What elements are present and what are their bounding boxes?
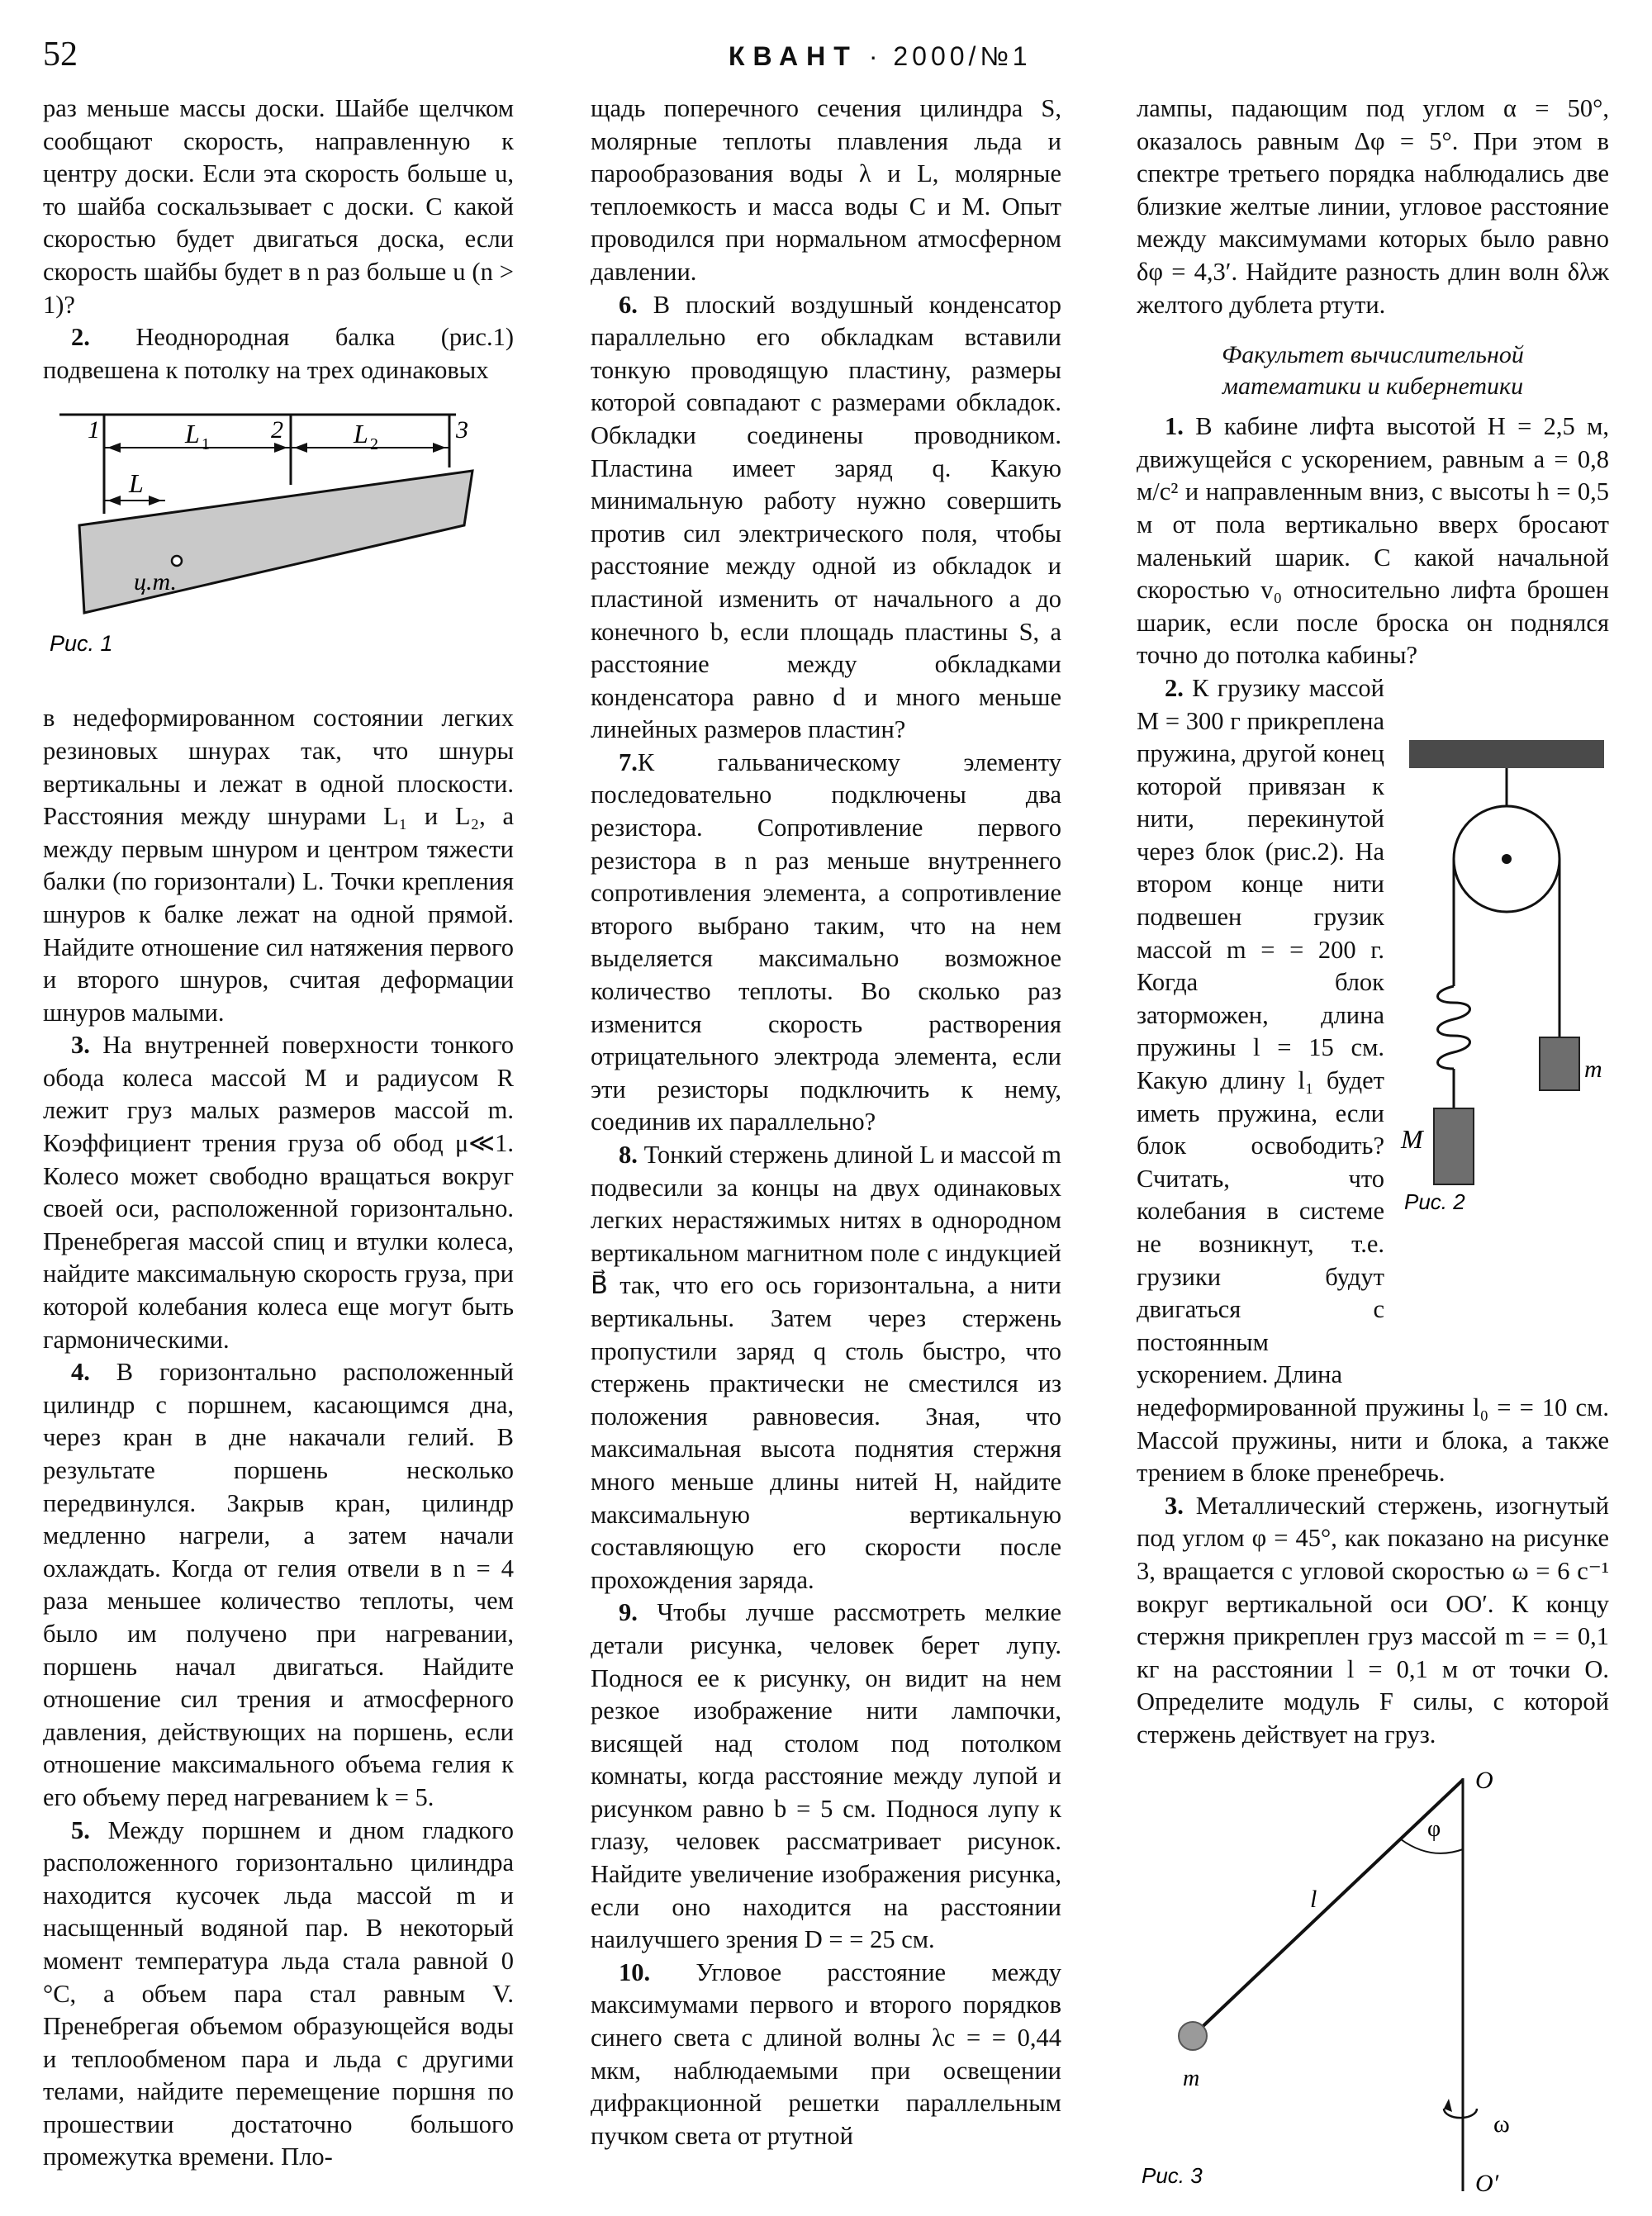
rod [1194, 1780, 1463, 2034]
problem-text: На внутренней поверхности тонкого обода колеса массой M и радиусом R лежит груз малых размеров массой m. Коэффициент трения груза об обод μ≪1. Колесо может свободно вращаться вокруг своей оси, расположенной горизонтально. Пренебрегая массой спиц и втулки колеса, найдите максимальную скорость груза, при которой колебания колеса еще могут быть гармоническими. [43, 1031, 515, 1354]
problem-7 [591, 747, 1061, 1139]
problem-5 [43, 1815, 514, 2175]
figure-caption: Рис. 3 [1142, 2162, 1203, 2188]
problem-text: Между поршнем и дном гладкого расположенного горизонтально цилиндра находится кусочек льда массой m и насыщенный водяной пар. В некоторый момент температура льда стала равной 0 °С, а объем пара стал равным V. Пренебрегая объемом образующейся воды и теплообменом пара и льда с другими телами, найдите перемещение поршня по прошествии достаточно большого промежутка времени. Пло- [43, 1815, 514, 2171]
figure-2 [1393, 672, 1609, 1392]
problem-number: 5. [71, 1815, 90, 1844]
label-l: l [1310, 1885, 1317, 1913]
label-L1-sub: 1 [202, 435, 210, 454]
problem-2-with-figure [1137, 672, 1609, 1392]
problem-2 [43, 321, 514, 387]
mass-m [1179, 2022, 1207, 2050]
beam-diagram [43, 410, 514, 676]
problem-text: В кабине лифта высотой H = 2,5 м, движущейся с ускорением, равным a = 0,8 м/с² и направленным вниз, с высоты h = 0,5 м от пола вертикально вверх бросают маленький шарик. С какой начальной скоростью v₀ относительно лифта брошен шарик, если после броска он поднялся точно до потолка кабины? [1137, 412, 1609, 670]
section-title [1137, 339, 1609, 402]
label-center-of-mass: ц.т. [134, 568, 178, 596]
problem-number: 2. [71, 323, 90, 352]
problem-3 [1137, 1490, 1609, 1752]
label-omega: ω [1493, 2109, 1510, 2138]
figure-1 [43, 410, 514, 676]
problem-2 [1137, 672, 1384, 1392]
problem-8 [591, 1139, 1061, 1597]
label-3: 3 [456, 416, 468, 444]
journal-title [729, 41, 1032, 72]
problem-text: В горизонтально расположенный цилиндр с поршнем, касающимся дна, через кран в дне накачали гелий. В результате поршень несколько передвинулся. Закрыв кран, цилиндр медленно нагрели, а затем начали охлаждать. Когда от гелия отвели в n = 4 раза меньшее количество теплоты, чем было им получено при нагревании, поршень начал двигаться. Найдите отношение сил трения и атмосферного давления, действующих на поршень, если отношение максимального объема гелия к его объему перед нагреванием k = 5. [43, 1358, 514, 1811]
problem-number: 8. [619, 1141, 638, 1169]
problem-number: 3. [71, 1031, 90, 1060]
label-O: O [1475, 1769, 1493, 1794]
figure-3 [1137, 1770, 1609, 2199]
problem-10 [591, 1957, 1061, 2153]
rotating-rod-diagram [1137, 1770, 1609, 2199]
label-L2-sub: 2 [370, 435, 378, 454]
label-phi: φ [1427, 1815, 1441, 1842]
journal-name: КВАНТ [729, 41, 858, 71]
problem-4 [43, 1356, 514, 1814]
label-L: L [129, 468, 144, 499]
paragraph: в недеформированном состоянии легких резиновых шнурах так, что шнуры вертикальны и лежат в одной плоскости. Расстояния между шнурами L₁ и L₂, а между первым шнуром и центром тяжести балки (по горизонтали) L. Точки крепления шнуров к балке лежат на одной прямой. Найдите отношение сил натяжения первого и второго шнуров, считая деформации шнуров малыми. [43, 704, 514, 1027]
paragraph: щадь поперечного сечения цилиндра S, молярные теплоты плавления льда и парообразования воды λ и L, молярные теплоемкость и масса воды C и M. Опыт проводился при нормальном атмосферном давлении. [591, 94, 1061, 286]
section-title-line: математики и кибернетики [1222, 372, 1524, 401]
problem-number: 3. [1165, 1491, 1184, 1520]
problem-number: 2. [1165, 673, 1184, 702]
journal-issue: · 2000/№1 [868, 41, 1032, 71]
problem-9 [591, 1597, 1061, 1957]
problem-number: 6. [619, 290, 638, 319]
problem-text: К грузику массой M = 300 г прикреплена пружина, другой конец которой привязан к нити, перекинутой через блок (рис.2). На втором конце нити подвешен грузик массой m = = 200 г. Когда блок заторможен, длина пружины l = 15 см. Какую длину l₁ будет иметь пружина, если блок освободить? Считать, что колебания в системе не возникнут, т.е. грузики будут двигаться с постоянным ускорением. Длина [1137, 673, 1384, 1389]
paragraph: лампы, падающим под углом α = 50°, оказалось равным Δφ = 5°. При этом в спектре третьего порядка наблюдались две близкие желтые линии, угловое расстояние между максимумами которых было равно δφ = 4,3′. Найдите разность длин волн δλж желтого дублета ртути. [1137, 94, 1609, 319]
weight-m [1540, 1037, 1579, 1090]
label-L2: L [354, 419, 368, 449]
pulley-diagram [1393, 730, 1609, 1242]
label-m: m [1183, 2065, 1200, 2091]
label-2: 2 [271, 416, 283, 444]
problem-3 [43, 1029, 514, 1356]
column-3 [1137, 93, 1609, 2199]
section-title-line: Факультет вычислительной [1222, 341, 1524, 369]
weight-M [1434, 1108, 1474, 1184]
label-M: M [1401, 1123, 1423, 1154]
problem-text: Угловое расстояние между максимумами первого и второго порядков синего света с длиной волны λc = = 0,44 мкм, наблюдаемыми при освещении дифракционной решетки параллельным пучком света от ртутной [591, 1957, 1062, 2150]
problem-number: 10. [619, 1957, 651, 1986]
label-L1: L [185, 419, 200, 449]
problem-number: 4. [71, 1358, 90, 1387]
problem-1 [1137, 410, 1609, 672]
spring [1438, 986, 1470, 1069]
column-1 [43, 93, 514, 2174]
problem-number: 9. [619, 1598, 638, 1627]
label-1: 1 [88, 416, 100, 444]
problem-text: Неоднородная балка (рис.1) подвешена к потолку на трех одинаковых [43, 323, 515, 384]
page-header [43, 35, 1612, 84]
problem-text: К гальваническому элементу последовательно подключены два резистора. Сопротивление первого резистора в n раз меньше внутреннего сопротивления элемента, а сопротивление второго выбрано таким, что на нем выделяется максимально возможное количество теплоты. Во сколько раз изменится скорость растворения отрицательного электрода элемента, если эти резисторы подключить к нему, соединив их параллельно? [591, 747, 1061, 1136]
figure-caption: Рис. 1 [50, 631, 113, 657]
column-2 [591, 93, 1061, 2152]
problem-text: Металлический стержень, изогнутый под углом φ = 45°, как показано на рисунке 3, вращается с угловой скоростью ω = 6 с⁻¹ вокруг вертикальной оси OO′. К концу стержня прикреплен груз массой m = = 0,1 кг на расстоянии l = 0,1 м от точки O. Определите модуль F силы, с которой стержень действует на груз. [1137, 1491, 1609, 1749]
label-m: m [1584, 1055, 1602, 1083]
problem-6 [591, 289, 1061, 747]
paragraph: недеформированной пружины l₀ = = 10 см. Массой пружины, нити и блока, а также трением в блоке пренебречь. [1137, 1393, 1609, 1488]
problem-number: 1. [1165, 412, 1184, 441]
problem-number: 7. [619, 747, 638, 776]
ceiling [1409, 740, 1604, 768]
figure-caption: Рис. 2 [1404, 1189, 1465, 1214]
problem-text: В плоский воздушный конденсатор параллельно его обкладкам вставили тонкую проводящую пластину, размеры которой совпадают с размерами обкладок. Обкладки соединены проводником. Пластина имеет заряд q. Какую минимальную работу нужно совершить против сил электрического поля, чтобы расстояние между одной из обкладок и пластиной изменить от начального a до конечного b, если площадь пластины S, а расстояние между обкладками конденсатора равно d и много меньше линейных размеров пластин? [591, 290, 1062, 744]
page-number: 52 [43, 36, 78, 74]
label-O-prime: O′ [1475, 2169, 1499, 2197]
paragraph: раз меньше массы доски. Шайбе щелчком сообщают скорость, направленную к центру доски. Если эта скорость больше u, то шайба соскальзывает с доски. С какой скоростью будет двигаться доска, если скорость шайбы будет в n раз больше u (n > 1)? [43, 94, 514, 319]
problem-text: Тонкий стержень длиной L и массой m подвесили за концы на двух одинаковых легких нерастяжимых нитях в однородном вертикальном магнитном поле с индукцией B⃗ так, что его ось горизонтальна, а нити вертикальны. Затем через стержень пропустили заряд q столь быстро, что стержень практически не сместился из положения равновесия. Зная, что максимальная высота поднятия стержня много меньше длины нитей H, найдите максимальную вертикальную составляющую его скорости после прохождения заряда. [591, 1141, 1061, 1594]
problem-text: Чтобы лучше рассмотреть мелкие детали рисунка, человек берет лупу. Поднося ее к рисунку, он видит на нем резкое изображение нити лампочки, висящей над столом под потолком комнаты, когда расстояние между лупой и рисунком равно b = 5 см. Поднося лупу к глазу, человек рассматривает рисунок. Найдите увеличение изображения рисунка, если оно находится на расстоянии наилучшего зрения D = = 25 см. [591, 1598, 1061, 1954]
